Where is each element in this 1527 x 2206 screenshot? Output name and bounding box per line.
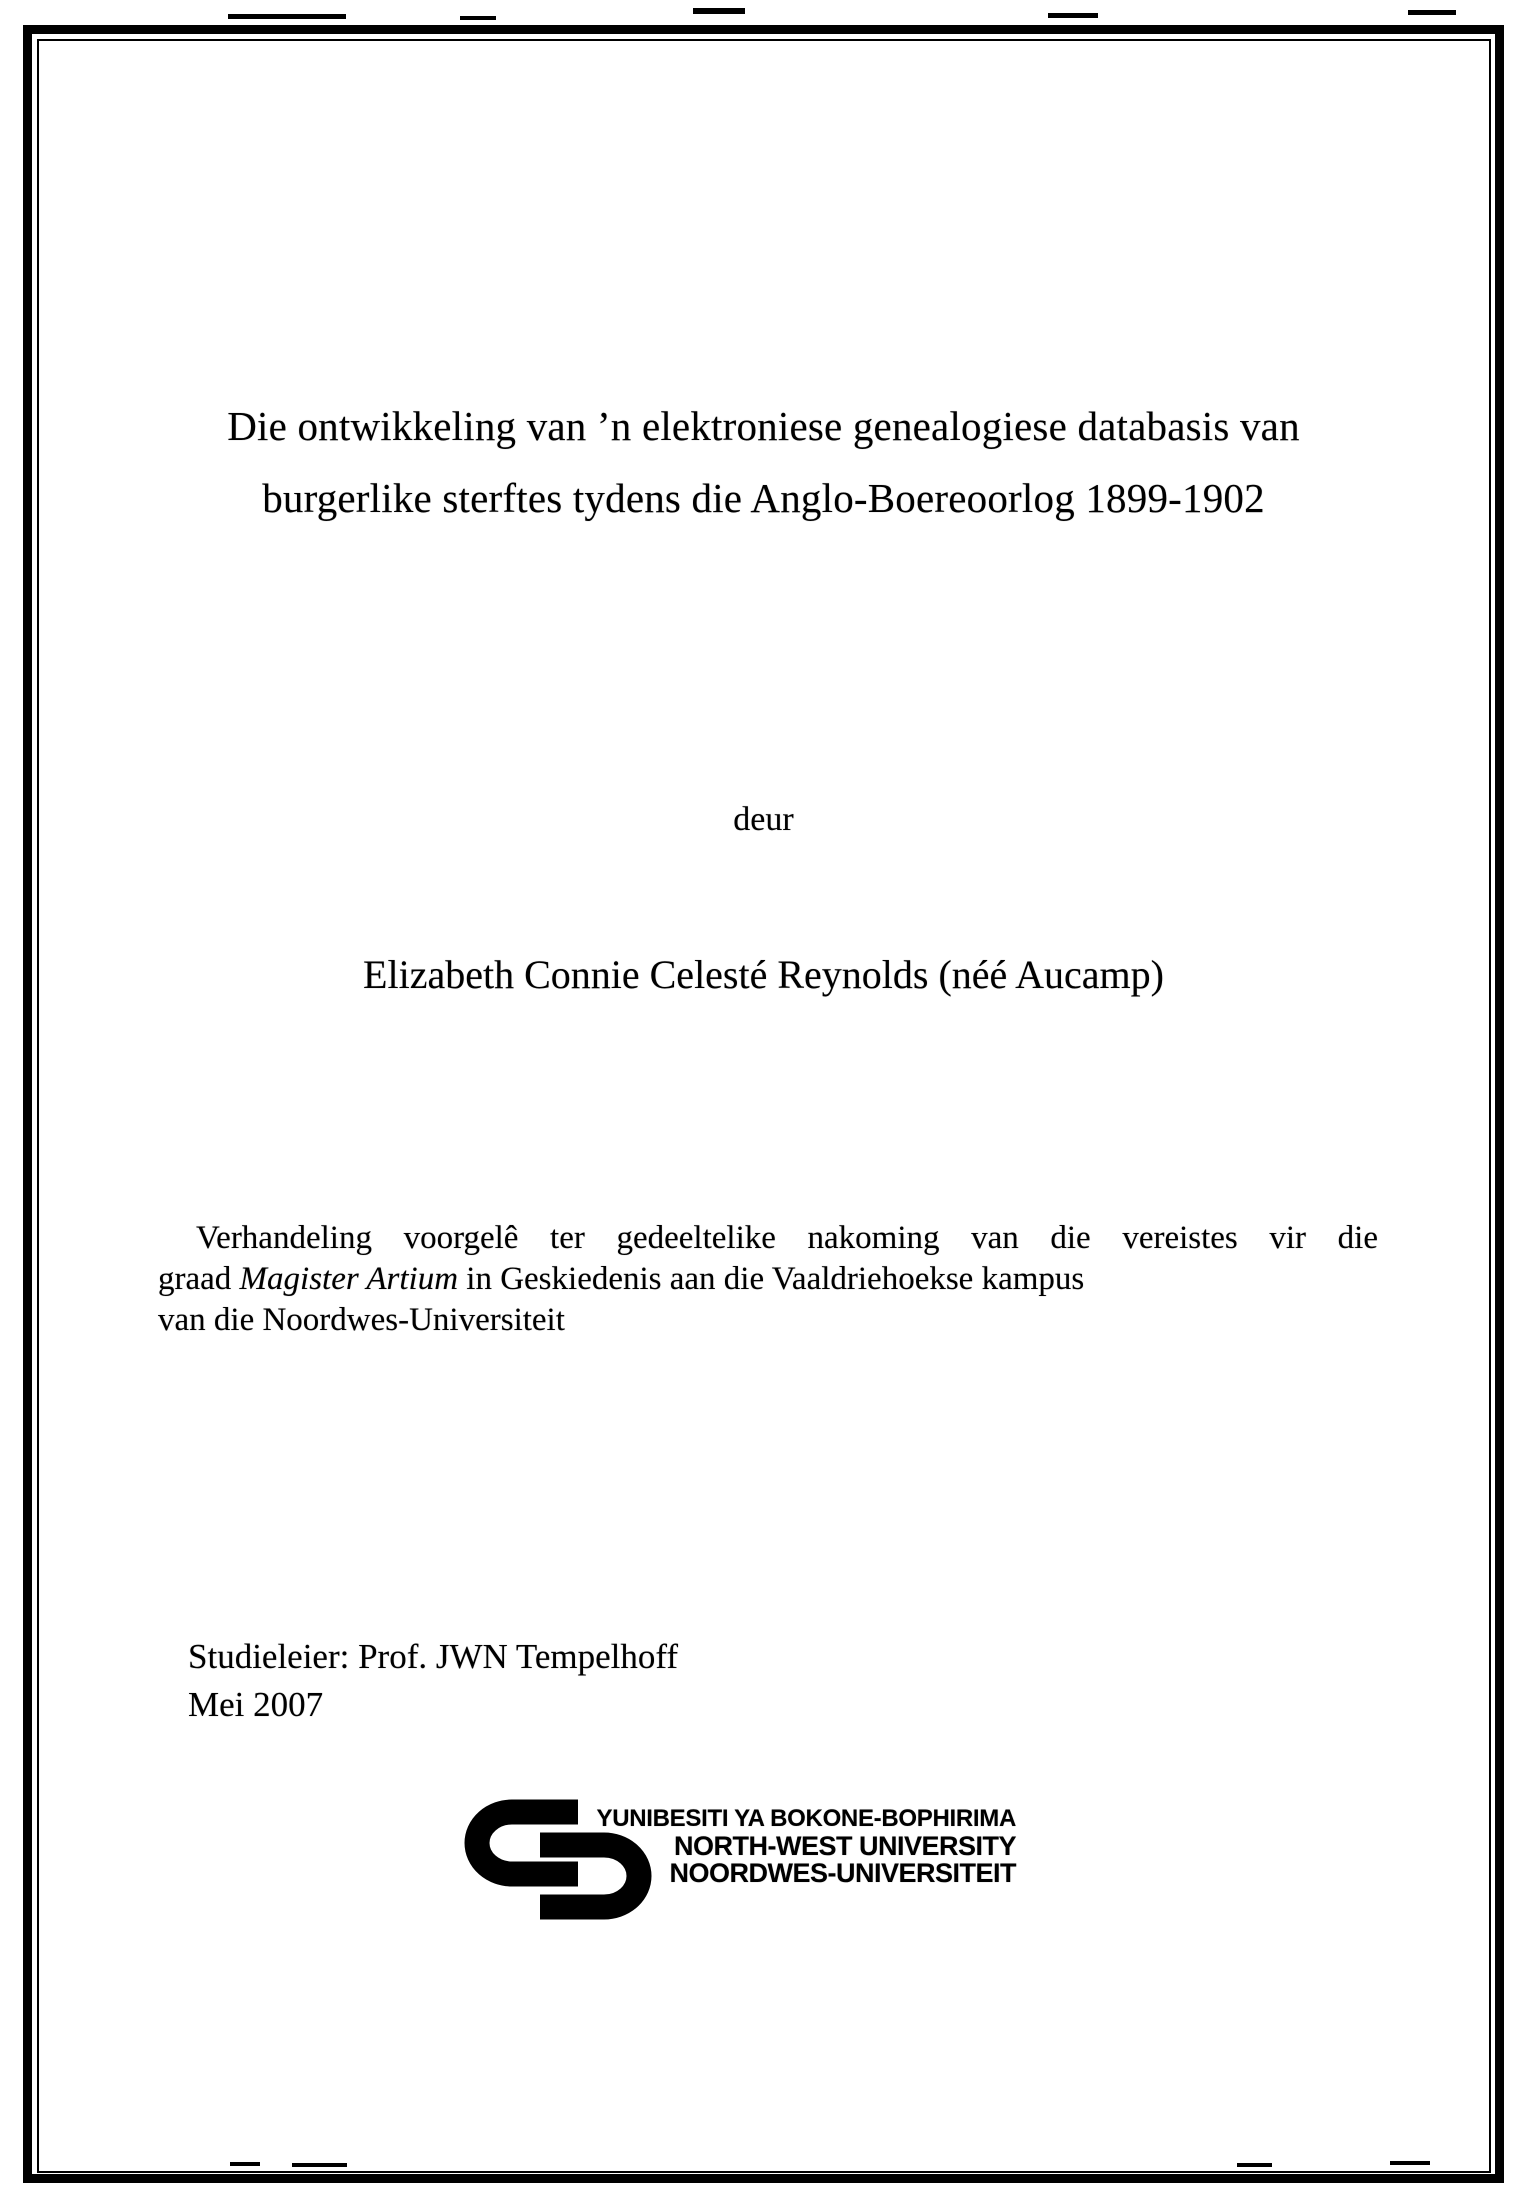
university-name-afrikaans: NOORDWES-UNIVERSITEIT [669, 1858, 1016, 1888]
byline: deur [733, 801, 794, 838]
supervisor-block [188, 1633, 678, 1729]
scan-artifact [1408, 10, 1456, 15]
degree-statement-line-2 [158, 1259, 1378, 1300]
scan-artifact [693, 8, 745, 14]
degree-name-italic: Magister Artium [239, 1261, 459, 1297]
university-name-english: NORTH-WEST UNIVERSITY [673, 1831, 1016, 1861]
degree-statement-line2-prefix: graad [158, 1261, 240, 1297]
thesis-title-line-2: burgerlike sterftes tydens die Anglo-Boereoorlog 1899-1902 [262, 475, 1265, 521]
author-name: Elizabeth Connie Celesté Reynolds (néé Aucamp) [363, 952, 1164, 997]
date-line: Mei 2007 [188, 1685, 324, 1724]
degree-statement-line-3: van die Noordwes-Universiteit [158, 1302, 565, 1338]
scan-artifact [228, 14, 346, 19]
scan-artifact [460, 16, 496, 20]
university-name-setswana: YUNIBESITI YA BOKONE-BOPHIRIMA [596, 1805, 1016, 1832]
thesis-title-line-1: Die ontwikkeling van ’n elektroniese genealogiese databasis van [227, 403, 1300, 449]
supervisor-line: Studieleier: Prof. JWN Tempelhoff [188, 1637, 679, 1676]
university-logo-text [540, 1805, 1016, 1887]
degree-statement [158, 1218, 1378, 1341]
degree-statement-line-1: Verhandeling voorgelê ter gedeeltelike nakoming van die vereistes vir die [196, 1220, 1378, 1256]
degree-statement-line2-suffix: in Geskiedenis aan die Vaaldriehoekse kampus [458, 1261, 1085, 1297]
thesis-title [0, 390, 1527, 534]
scan-artifact [1048, 13, 1098, 18]
